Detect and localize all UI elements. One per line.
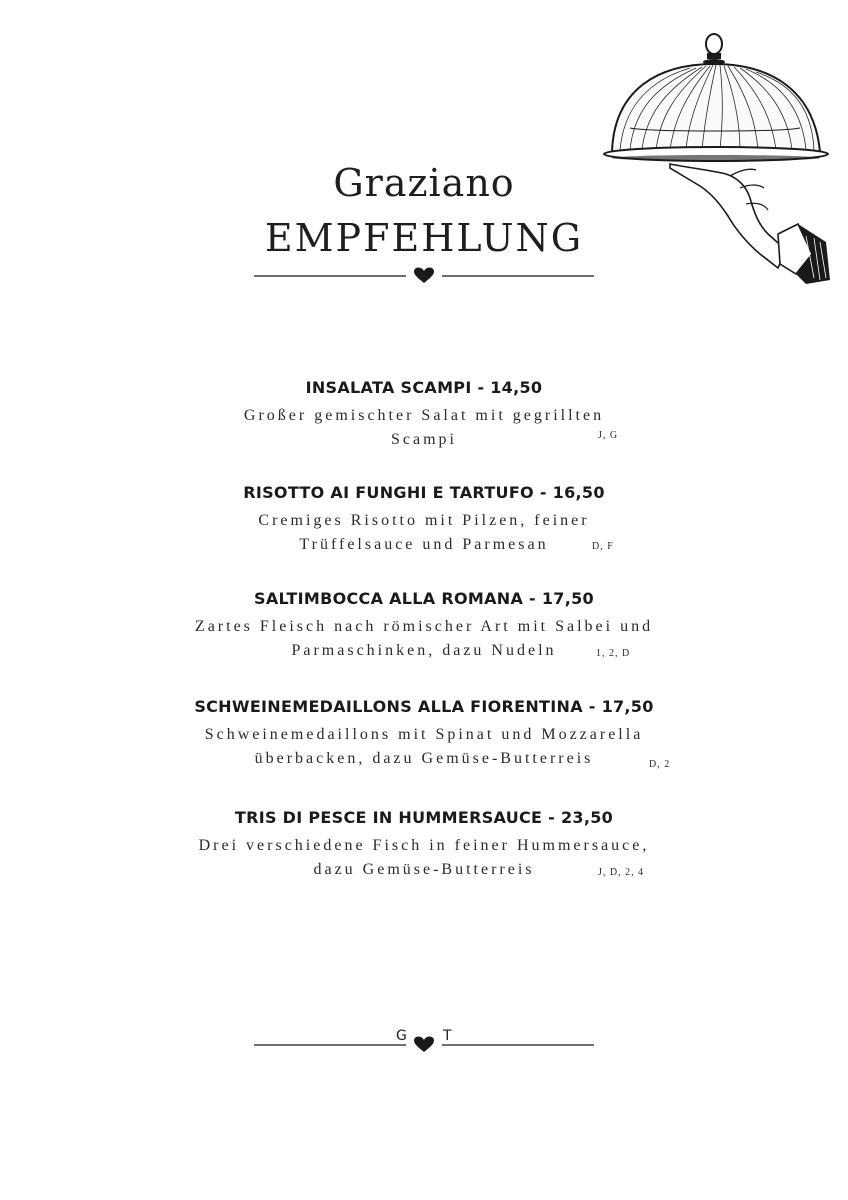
dish-description-text: Trüffelsauce und Parmesan <box>299 536 549 553</box>
dish-item <box>0 376 848 452</box>
dish-item <box>0 695 848 771</box>
allergen-codes: J, G <box>598 430 619 441</box>
allergen-codes: J, D, 2, 4 <box>598 867 645 878</box>
divider-bottom <box>250 1034 598 1054</box>
dish-description <box>0 639 848 663</box>
dish-title: RISOTTO AI FUNGHI E TARTUFO - 16,50 <box>243 483 605 502</box>
dish-title: SCHWEINEMEDAILLONS ALLA FIORENTINA - 17,50 <box>194 697 654 716</box>
dish-description: Schweinemedaillons mit Spinat und Mozzarella <box>204 726 644 743</box>
restaurant-name: Graziano <box>333 161 515 205</box>
dish-title: TRIS DI PESCE IN HUMMERSAUCE - 23,50 <box>234 808 614 827</box>
dish-item <box>0 806 848 882</box>
dish-item <box>0 481 848 557</box>
dish-description-text: Scampi <box>391 431 457 448</box>
dish-description <box>0 858 848 882</box>
dish-title: INSALATA SCAMPI - 14,50 <box>305 378 543 397</box>
dish-description <box>0 428 848 452</box>
monogram-initial-right: T <box>443 1028 452 1044</box>
dish-description-text: dazu Gemüse-Butterreis <box>313 861 535 878</box>
page-title: EMPFEHLUNG <box>264 216 584 260</box>
dish-description <box>0 747 848 771</box>
allergen-codes: D, F <box>592 541 614 552</box>
allergen-codes: D, 2 <box>649 759 671 770</box>
dish-description: Cremiges Risotto mit Pilzen, feiner <box>258 512 590 529</box>
monogram-initial-left: G <box>396 1028 407 1044</box>
dish-item <box>0 587 848 663</box>
dish-description: Zartes Fleisch nach römischer Art mit Salbei und <box>194 618 654 635</box>
dish-description: Drei verschiedene Fisch in feiner Hummersauce, <box>198 837 650 854</box>
dish-description: Großer gemischter Salat mit gegrillten <box>243 407 605 424</box>
dish-title: SALTIMBOCCA ALLA ROMANA - 17,50 <box>254 589 594 608</box>
heart-icon <box>414 1037 434 1053</box>
dish-description-text: Parmaschinken, dazu Nudeln <box>291 642 557 659</box>
divider-top <box>250 266 598 286</box>
heart-icon <box>414 268 434 284</box>
allergen-codes: 1, 2, D <box>596 648 631 659</box>
dish-description-text: überbacken, dazu Gemüse-Butterreis <box>254 750 594 767</box>
dish-description <box>0 533 848 557</box>
